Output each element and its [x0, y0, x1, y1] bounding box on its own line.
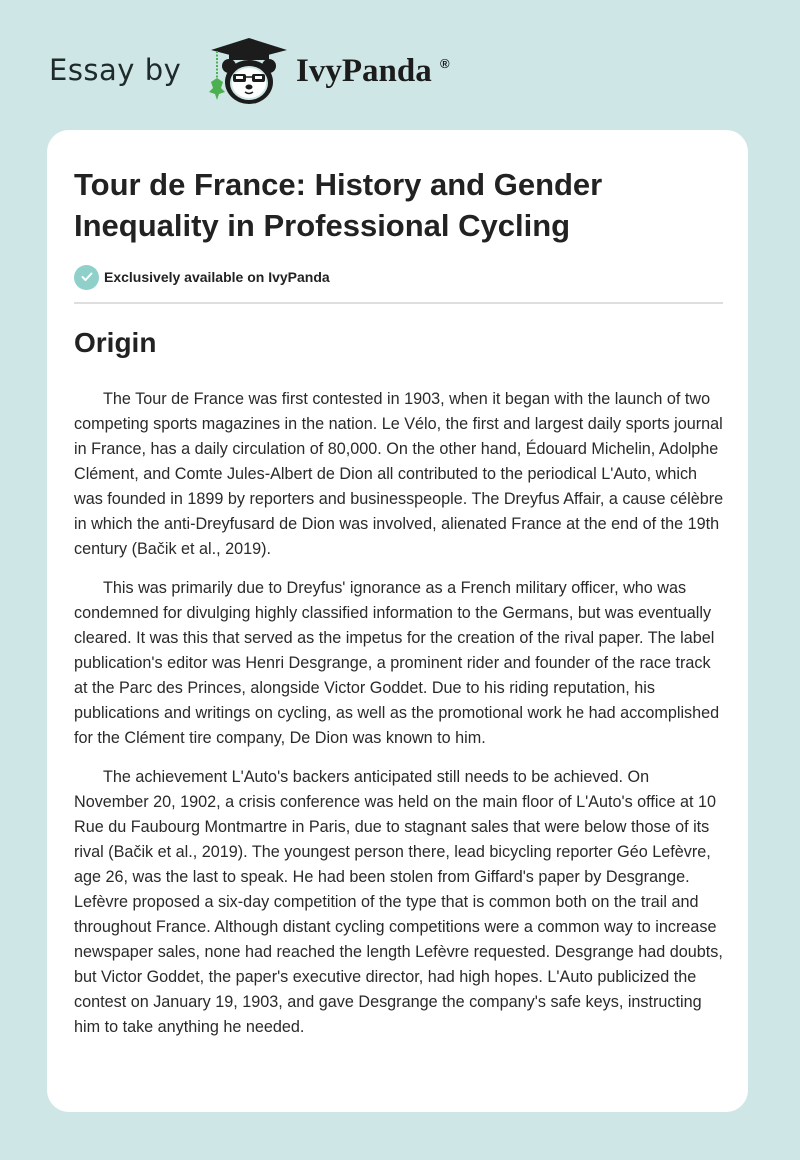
- registered-mark: ®: [440, 56, 450, 71]
- essay-body: [74, 387, 724, 1054]
- paragraph: This was primarily due to Dreyfus' ignorance as a French military officer, who was condemned for divulging highly classified information to the Germans, but was eventually cleared. It was this that served as the impetus for the creation of the rival paper. The label publication's editor was Henri Desgrange, a prominent rider and founder of the race track at the Parc des Princes, alongside Victor Goddet. Due to his riding reputation, his publications and writings on cycling, as well as the promotional work he had accomplished for the Clément tire company, De Dion was known to him.: [74, 579, 720, 747]
- exclusive-badge: [74, 264, 330, 290]
- exclusive-label: Exclusively available on IvyPanda: [104, 269, 330, 285]
- paragraph: The Tour de France was first contested in 1903, when it began with the launch of two competing sports magazines in the nation. Le Vélo, the first and largest daily sports journal in France, has a daily circulation of 80,000. On the other hand, Édouard Michelin, Adolphe Clément, and Comte Jules-Albert de Dion all contributed to the periodical L'Auto, which was founded in 1899 by reporters and businesspeople. The Dreyfus Affair, a cause célèbre in which the anti-Dreyfusard de Dion was involved, alienated France at the end of the 19th century (Bačik et al., 2019).: [74, 390, 724, 558]
- brand-name: IvyPanda: [296, 53, 432, 89]
- site-header: [0, 0, 800, 120]
- section-heading-origin: Origin: [74, 327, 157, 358]
- essay-by-label: Essay by: [49, 53, 182, 87]
- paragraph: The achievement L'Auto's backers anticipated still needs to be achieved. On November 20, 1902, a crisis conference was held on the main floor of L'Auto's office at 10 Rue du Faubourg Montmartre in Paris, due to stagnant sales that were below those of its rival (Bačik et al., 2019). The youngest person there, lead bicycling reporter Géo Lefèvre, age 26, was the last to speak. He had been stolen from Giffard's paper by Desgrange. Lefèvre proposed a six-day competition of the type that is common both on the trail and throughout France. Although distant cycling competitions were a common way to increase newspaper sales, none had reached the length Lefèvre requested. Desgrange had doubts, but Victor Goddet, the paper's executive director, had high hopes. L'Auto publicized the contest on January 19, 1903, and gave Desgrange the company's safe keys, instructing him to take anything he needed.: [74, 768, 723, 1036]
- panda-graduate-logo-icon: [203, 36, 291, 108]
- divider: [74, 302, 723, 304]
- essay-card: [47, 130, 748, 1112]
- essay-title: Tour de France: History and Gender Inequality in Professional Cycling: [74, 167, 603, 243]
- check-circle-icon: [74, 265, 99, 290]
